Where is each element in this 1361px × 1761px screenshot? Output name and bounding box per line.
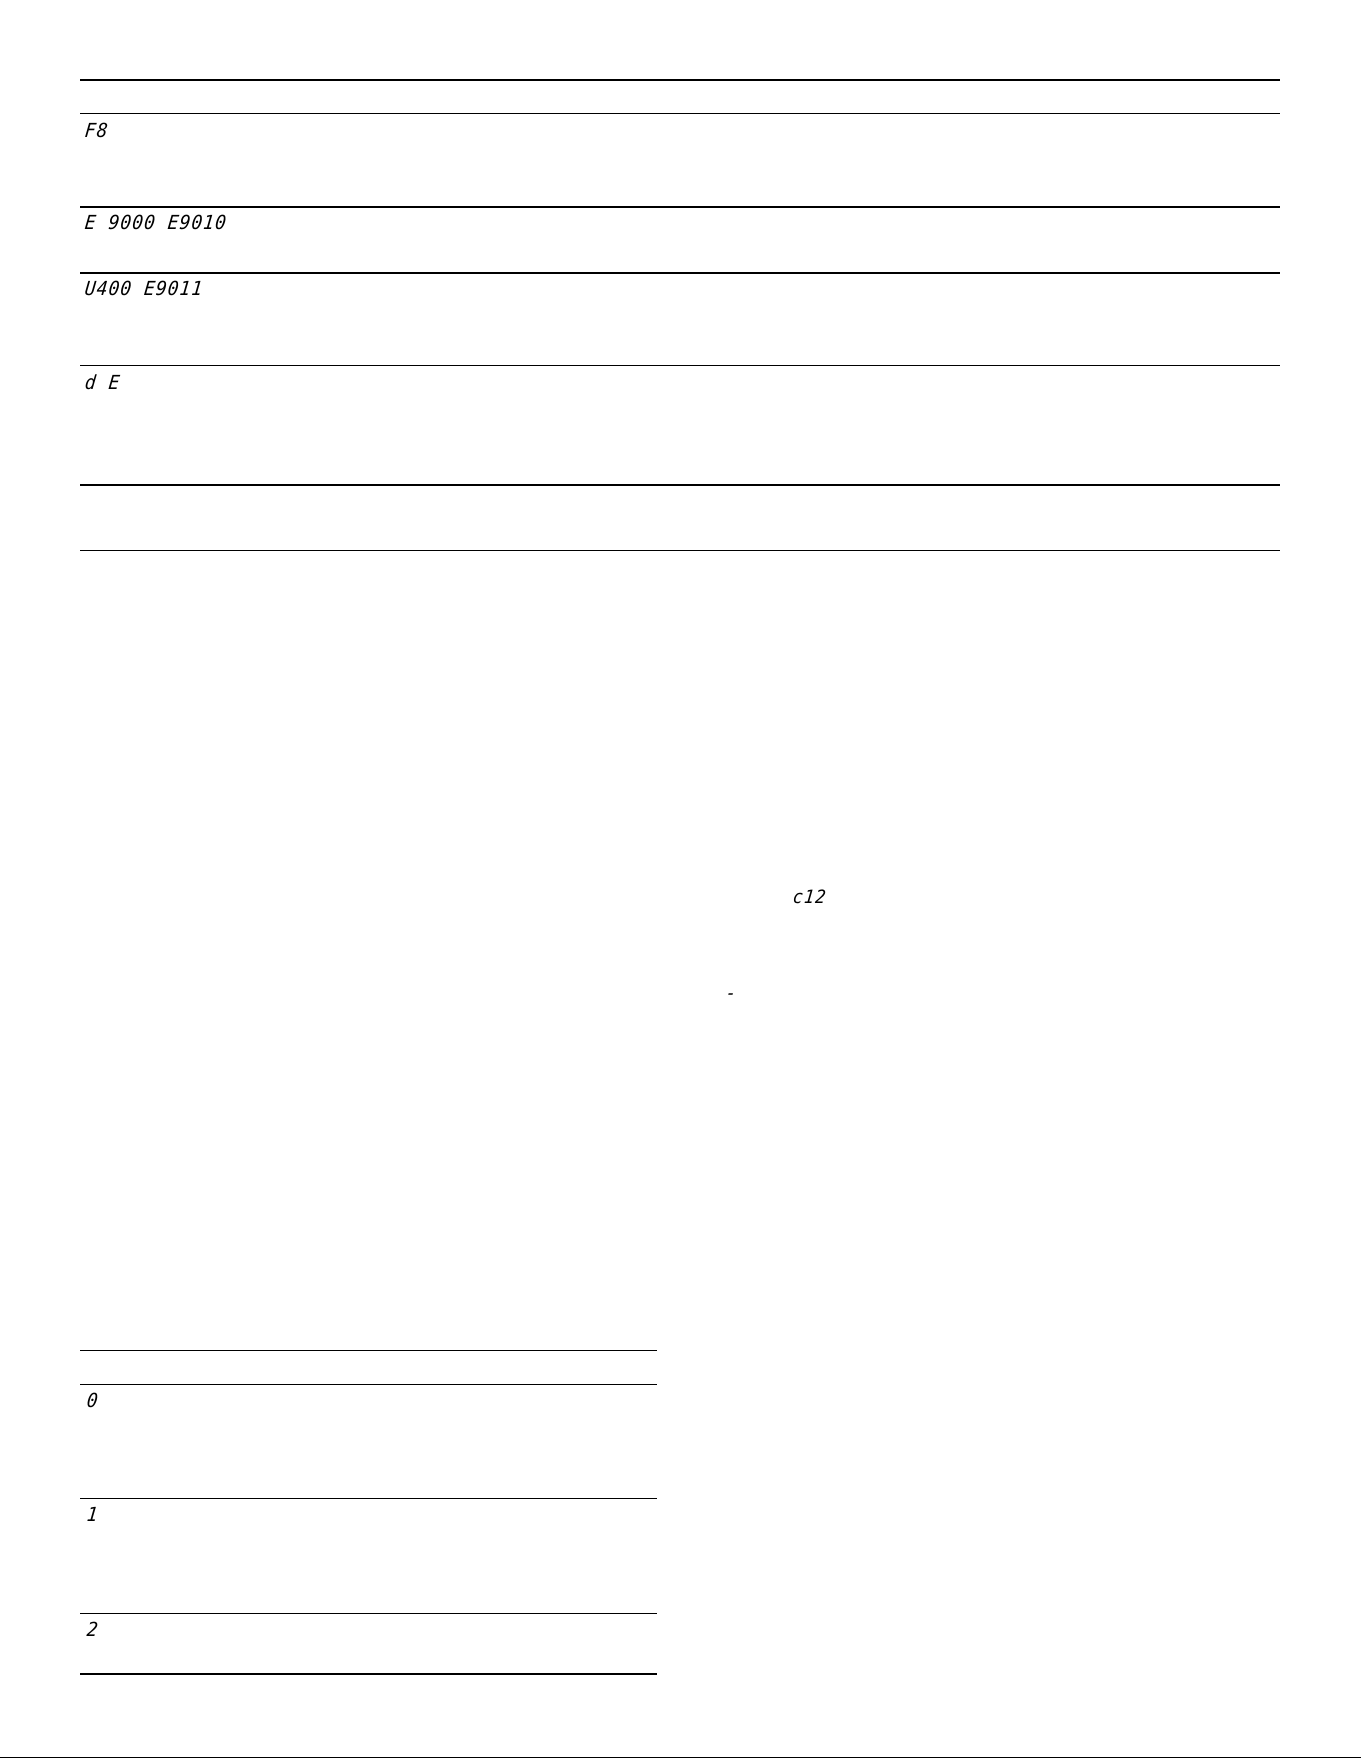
- power-level-2: 2: [85, 1618, 100, 1642]
- small-table-top-border: [80, 1350, 657, 1351]
- table-row-divider: [80, 206, 1280, 208]
- table-row-divider: [80, 272, 1280, 274]
- dash-symbol: -: [724, 983, 739, 1005]
- table-top-border: [80, 79, 1280, 81]
- small-table-row-divider: [80, 1613, 657, 1614]
- power-level-1: 1: [85, 1503, 100, 1527]
- table-row-divider: [80, 484, 1280, 486]
- small-table-header-divider: [80, 1384, 657, 1385]
- error-code-e9000-e9010: E 9000 E9010: [83, 211, 229, 235]
- page-bottom-rule: [0, 1757, 1361, 1758]
- error-code-f8: F8: [83, 119, 110, 143]
- table-header-divider: [80, 113, 1280, 114]
- child-lock-code: c12: [791, 887, 828, 909]
- power-level-0: 0: [85, 1389, 100, 1413]
- small-table-row-divider: [80, 1498, 657, 1499]
- small-table-bottom-border: [80, 1673, 657, 1675]
- table-row-divider: [80, 365, 1280, 366]
- error-code-de: d E: [83, 371, 122, 395]
- table-bottom-border: [80, 550, 1280, 551]
- error-code-u400-e9011: U400 E9011: [83, 277, 205, 301]
